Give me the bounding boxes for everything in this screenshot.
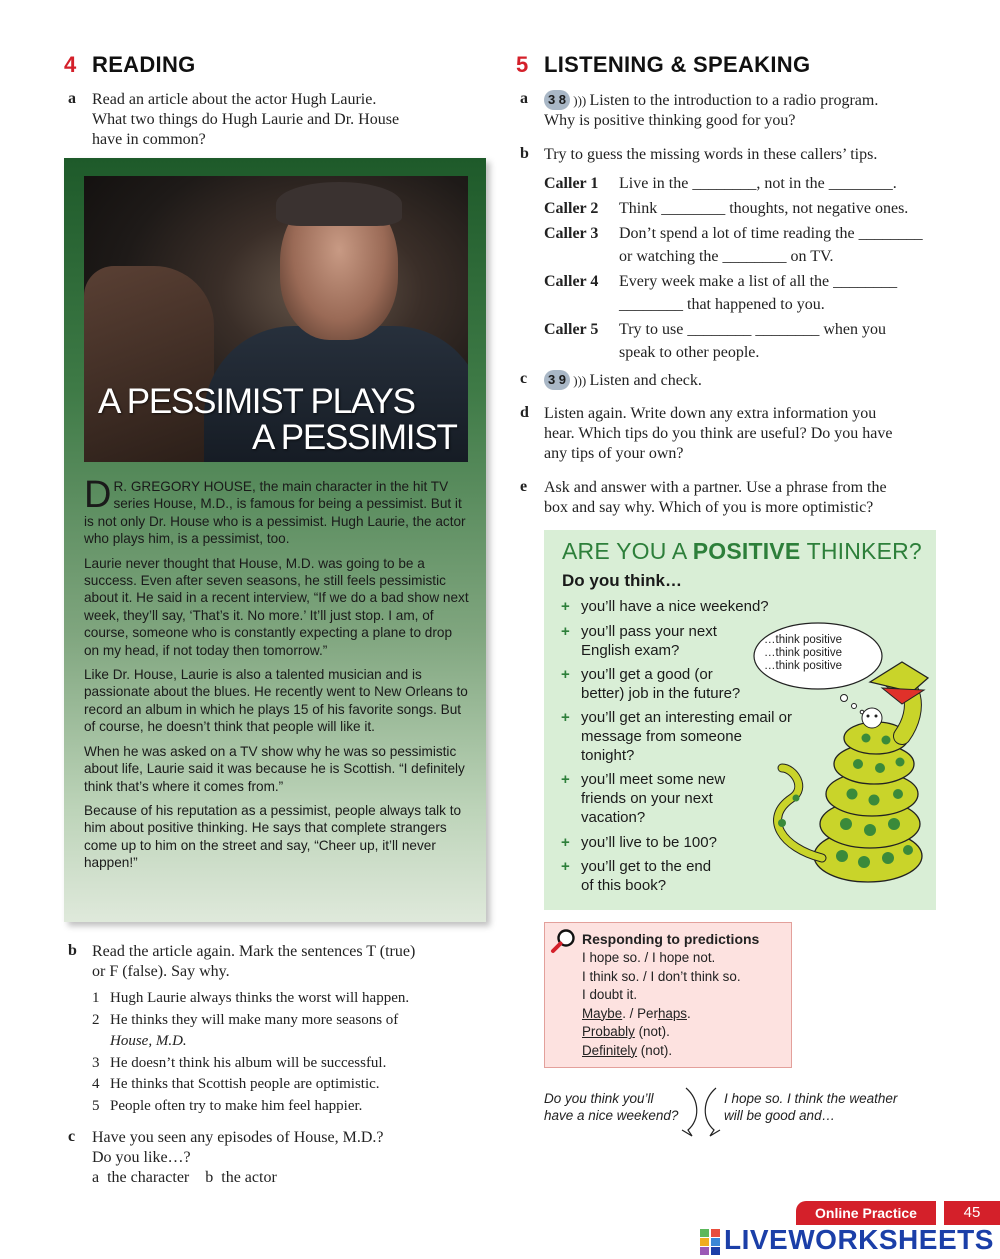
question-5c-text: 3 9 ))) Listen and check. [544,370,944,391]
list-item: Caller 1 Live in the ________, not in the ________. [544,175,897,192]
list-item: + you’ll live to be 100? [561,834,717,851]
list-item: 2 He thinks they will make many more seasons of [92,1011,399,1028]
question-5c-line: Listen and check. [589,372,702,389]
list-item: 3 He doesn’t think his album will be successful. [92,1054,387,1071]
responding-phrase: I hope so. / I hope not. [582,950,716,965]
list-item: 4 He thinks that Scottish people are optimistic. [92,1076,380,1092]
question-5a-letter: a [520,90,528,107]
positive-thinker-subtitle: Do you think… [562,571,682,590]
question-5d-line: hear. Which tips do you think are useful? Do you have [544,425,893,442]
question-4c-line: Do you like…? [92,1149,191,1166]
question-4a-text [92,90,472,150]
responding-phrase: Probably (not). [582,1024,670,1039]
section-4-number: 4 [64,52,77,77]
audio-track-icon[interactable]: 3 8 [544,90,570,110]
question-5a-line: Why is positive thinking good for you? [544,112,796,129]
question-4a-line: Read an article about the actor Hugh Laurie. [92,91,377,108]
question-4c-letter: c [68,1128,76,1145]
thought-bubble-text: …think positive …think positive …think positive [764,634,842,672]
question-5d-text [544,404,964,464]
question-4b-text [92,942,492,982]
article-dropcap: D [84,474,112,516]
magnifier-icon [550,927,578,955]
article-headline [98,384,468,456]
article-body [84,474,470,872]
list-item: + you’ll meet some new friends on your next vacation? [561,771,726,826]
list-item: Caller 4 Every week make a list of all the ________ [544,273,898,290]
responding-phrase: I doubt it. [582,987,638,1002]
responding-phrase: Definitely (not). [582,1042,673,1058]
section-5-number: 5 [516,52,529,77]
list-item: House, M.D. [110,1033,187,1049]
article-headline-line-2: A PESSIMIST [252,418,457,457]
question-4a-line: What two things do Hugh Laurie and Dr. House [92,111,400,128]
article-paragraph-1-text: R. GREGORY HOUSE, the main character in the hit TV series House, M.D., is famous for being a pessimist. But it is not only Dr. House who is a pessimist. Hugh Laurie, the actor who plays him, is a pessimist, too. [84,479,466,547]
question-5b-letter: b [520,145,529,162]
question-5d-line: any tips of your own? [544,445,684,462]
list-item: ________ that happened to you. [619,296,825,313]
question-5a-text: 3 8 ))) Listen to the introduction to a radio program. Why is positive thinking good for you? [544,90,944,131]
question-5e-line: box and say why. Which of you is more optimistic? [544,499,874,516]
list-item: Caller 3 Don’t spend a lot of time reading the ________ [544,225,923,242]
question-5d-letter: d [520,404,529,421]
audio-track-icon[interactable]: 3 9 [544,370,570,390]
section-4-title: READING [92,52,196,77]
list-item: Caller 2 Think ________ thoughts, not negative ones. [544,200,909,217]
list-item: Caller 5 Try to use ________ ________ when you [544,321,886,338]
question-4c-line: Have you seen any episodes of House, M.D.? [92,1129,384,1146]
question-4b-letter: b [68,942,77,959]
responding-title: Responding to predictions [582,931,760,947]
list-item: 1 Hugh Laurie always thinks the worst will happen. [92,990,410,1006]
question-4c-text [92,1128,492,1188]
question-5b-text: Try to guess the missing words in these callers’ tips. [544,146,878,163]
responding-phrase: I think so. / I don’t think so. [582,968,741,984]
list-item: + you’ll get a good (or better) job in the future? [561,666,741,702]
speech-left: Do you think you’ll have a nice weekend? [544,1091,679,1123]
list-item: 5 People often try to make him feel happier. [92,1097,363,1114]
speech-right: I hope so. I think the weather will be good and… [724,1091,898,1123]
article-paragraph-4: When he was asked on a TV show why he was so pessimistic about life, Laurie said it was because he is Scottish. “I definitely think that’s where it comes from.” [84,743,465,794]
question-5e-line: Ask and answer with a partner. Use a phrase from the [544,479,887,496]
article-paragraph-3: Like Dr. House, Laurie is also a talented musician and is passionate about the blues. He recently went to New Orleans to record an album in which he plays 15 of his favorite songs. But of course, he doesn’t think that people will like it. [84,667,468,735]
question-5a-line: Listen to the introduction to a radio program. [589,92,879,109]
list-item: + you’ll get an interesting email or message from someone tonight? [561,709,792,764]
question-5e-letter: e [520,478,528,495]
section-5-title: LISTENING & SPEAKING [544,52,811,77]
question-4a-line: have in common? [92,131,206,148]
liveworksheets-logo-icon [700,1229,720,1255]
article-headline-line-1: A PESSIMIST PLAYS [98,382,415,421]
speech-bubble-lines-icon [670,1086,730,1140]
article-paragraph-1 [84,474,470,548]
positive-thinker-title: ARE YOU A POSITIVE THINKER? [562,538,922,564]
online-practice-button[interactable]: Online Practice [796,1201,936,1225]
liveworksheets-brand: LIVEWORKSHEETS [724,1224,994,1255]
article-paragraph-2: Laurie never thought that House, M.D. was going to be a success. Even after seven seasons, he still feels pessimistic about it. He said in a recent interview, “If we do a bad show next week, they’ll say, ‘That’s it. No more.’ It’ll just stop. I am, of course, someone who is constantly expecting a plane to drop on my head, if not today then tomorrow.” [84,555,469,658]
question-5d-line: Listen again. Write down any extra information you [544,405,877,422]
list-item: + you’ll pass your next English exam? [561,623,717,659]
list-item: + you’ll get to the end of this book? [561,858,712,894]
question-5c-letter: c [520,370,528,387]
question-4b-line: Read the article again. Mark the sentences T (true) [92,943,416,960]
question-4c-options: a the character b the actor [92,1169,277,1186]
question-5e-text [544,478,964,518]
question-4a-letter: a [68,90,76,107]
list-item: + you’ll have a nice weekend? [561,598,769,615]
question-4b-list [92,988,492,1117]
page-number: 45 [944,1201,1000,1225]
list-item: or watching the ________ on TV. [619,248,834,265]
question-4b-line: or F (false). Say why. [92,963,230,980]
responding-phrase: Maybe. / Perhaps. [582,1005,691,1021]
article-paragraph-5: Because of his reputation as a pessimist, people always talk to him about positive thinking. He says that complete strangers come up to him on the street and say, “Cheer up, it’ll never happen!” [84,802,462,871]
responding-phrases [582,949,782,1060]
list-item: speak to other people. [619,344,760,361]
callers-list [544,172,944,364]
